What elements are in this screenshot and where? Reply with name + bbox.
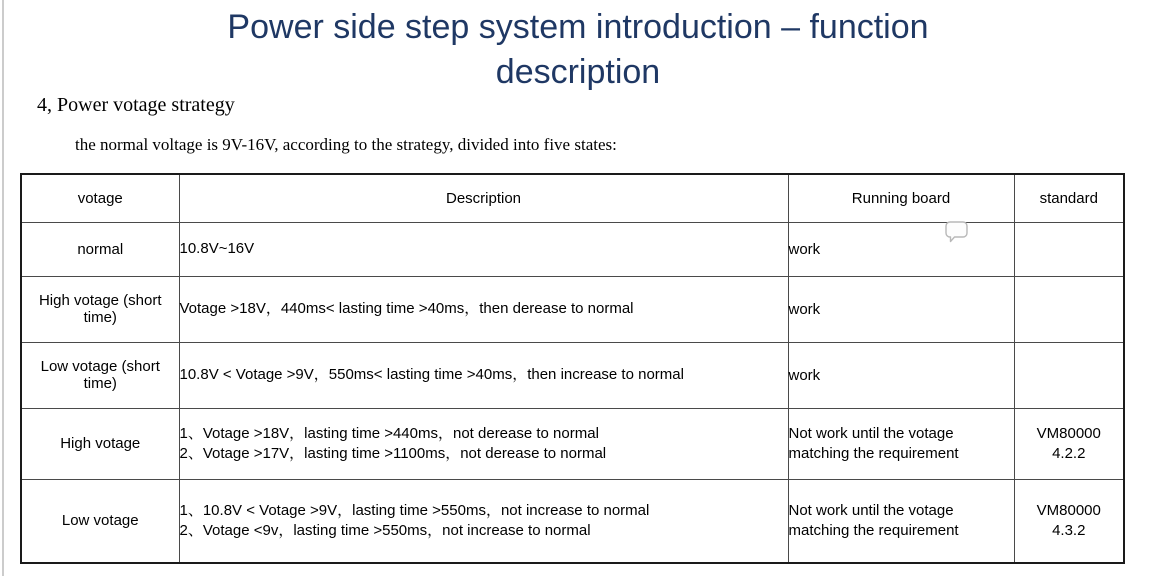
description-line-1: 1、Votage >18V，lasting time >440ms，not derease to normal <box>179 424 599 442</box>
standard-line-1: VM80000 <box>1036 501 1101 519</box>
page-title-line1: Power side step system introduction – function <box>227 8 929 46</box>
cell-standard <box>1014 479 1124 563</box>
cell-description <box>179 342 788 408</box>
description-line: Votage >18V，440ms< lasting time >40ms，then derease to normal <box>179 300 634 317</box>
cell-running-board: work <box>788 222 1014 276</box>
column-header-description: Description <box>179 174 788 222</box>
page-title <box>0 5 1156 95</box>
description-line-2: 2、Votage >17V，lasting time >1100ms，not derease to normal <box>179 444 607 462</box>
standard-line-1: VM80000 <box>1036 424 1101 442</box>
table-row-low-votage-short <box>21 342 1124 408</box>
cell-standard <box>1014 408 1124 479</box>
column-header-standard: standard <box>1014 174 1124 222</box>
cell-standard <box>1014 222 1124 276</box>
description-line-1: 1、10.8V < Votage >9V，lasting time >550ms，not increase to normal <box>179 501 650 519</box>
section-heading: 4, Power votage strategy <box>37 94 235 116</box>
cell-votage: High votage (short time) <box>21 276 179 342</box>
description-line: 10.8V < Votage >9V，550ms< lasting time >40ms，then increase to normal <box>179 366 684 383</box>
page-title-line2: description <box>495 53 661 91</box>
speech-bubble-glyph <box>945 221 969 245</box>
cell-description <box>179 408 788 479</box>
cell-description <box>179 276 788 342</box>
table-row-low-votage <box>21 479 1124 563</box>
description-line-2: 2、Votage <9v，lasting time >550ms，not increase to normal <box>179 521 591 539</box>
running-board-text: Not work until the votage matching the requirement <box>788 501 959 539</box>
column-header-running-board: Running board <box>788 174 1014 222</box>
column-header-votage: votage <box>21 174 179 222</box>
cell-votage: Low votage <box>21 479 179 563</box>
table-row-high-votage <box>21 408 1124 479</box>
cell-votage: normal <box>21 222 179 276</box>
cell-running-board <box>788 408 1014 479</box>
cell-standard <box>1014 342 1124 408</box>
cell-standard <box>1014 276 1124 342</box>
table-row-high-votage-short <box>21 276 1124 342</box>
cell-description <box>179 222 788 276</box>
comment-bubble-icon[interactable] <box>945 221 969 245</box>
cell-running-board: work <box>788 276 1014 342</box>
intro-text: the normal voltage is 9V-16V, according to the strategy, divided into five states: <box>75 135 617 154</box>
running-board-text: Not work until the votage matching the requirement <box>788 424 959 462</box>
cell-running-board: work <box>788 342 1014 408</box>
table-header-row <box>21 174 1124 222</box>
cell-votage: Low votage (short time) <box>21 342 179 408</box>
standard-line-2: 4.3.2 <box>1052 521 1086 539</box>
cell-running-board <box>788 479 1014 563</box>
cell-votage: High votage <box>21 408 179 479</box>
cell-description <box>179 479 788 563</box>
description-line: 10.8V~16V <box>179 240 255 257</box>
standard-line-2: 4.2.2 <box>1052 444 1086 462</box>
